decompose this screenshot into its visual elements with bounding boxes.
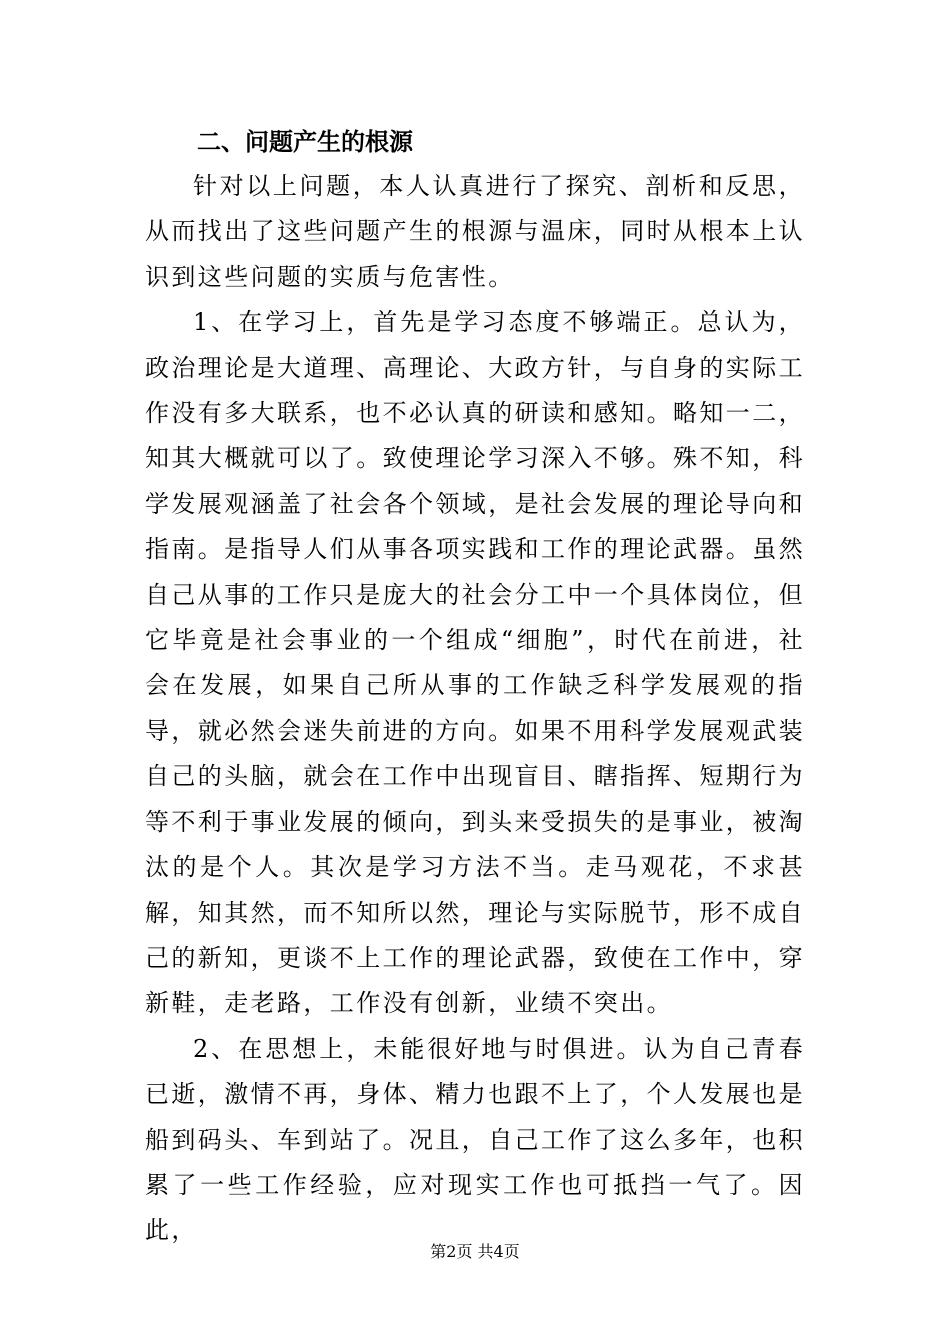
paragraph-study: 1、在学习上，首先是学习态度不够端正。总认为，政治理论是大道理、高理论、大政方针，与自身的实际工作没有多大联系，也不必认真的研读和感知。略知一二，知其大概就可以了。致使理论学习深入不够。殊不知，科学发展观涵盖了社会各个领域，是社会发展的理论导向和指南。是指导人们从事各项实践和工作的理论武器。虽然自己从事的工作只是庞大的社会分工中一个具体岗位，但它毕竟是社会事业的一个组成“细胞”，时代在前进，社会在发展，如果自己所从事的工作缺乏科学发展观的指导，就必然会迷失前进的方向。如果不用科学发展观武装自己的头脑，就会在工作中出现盲目、瞎指挥、短期行为等不利于事业发展的倾向，到头来受损失的是事业，被淘汰的是个人。其次是学习方法不当。走马观花，不求甚解，知其然，而不知所以然，理论与实际脱节，形不成自己的新知，更谈不上工作的理论武器，致使在工作中，穿新鞋，走老路，工作没有创新，业绩不突出。 xyxy=(145,308,805,1018)
page-body xyxy=(145,120,805,1254)
paragraph-intro: 针对以上问题，本人认真进行了探究、剖析和反思，从而找出了这些问题产生的根源与温床，同时从根本上认识到这些问题的实质与危害性。 xyxy=(145,172,805,291)
page-number-footer: 第2页 共4页 xyxy=(430,1242,520,1261)
paragraph-thought: 2、在思想上，未能很好地与时俱进。认为自己青春已逝，激情不再，身体、精力也跟不上了，个人发展也是船到码头、车到站了。况且，自己工作了这么多年，也积累了一些工作经验，应对现实工作也可抵挡一气了。因此， xyxy=(145,1034,805,1245)
section-heading: 二、问题产生的根源 xyxy=(197,128,413,156)
